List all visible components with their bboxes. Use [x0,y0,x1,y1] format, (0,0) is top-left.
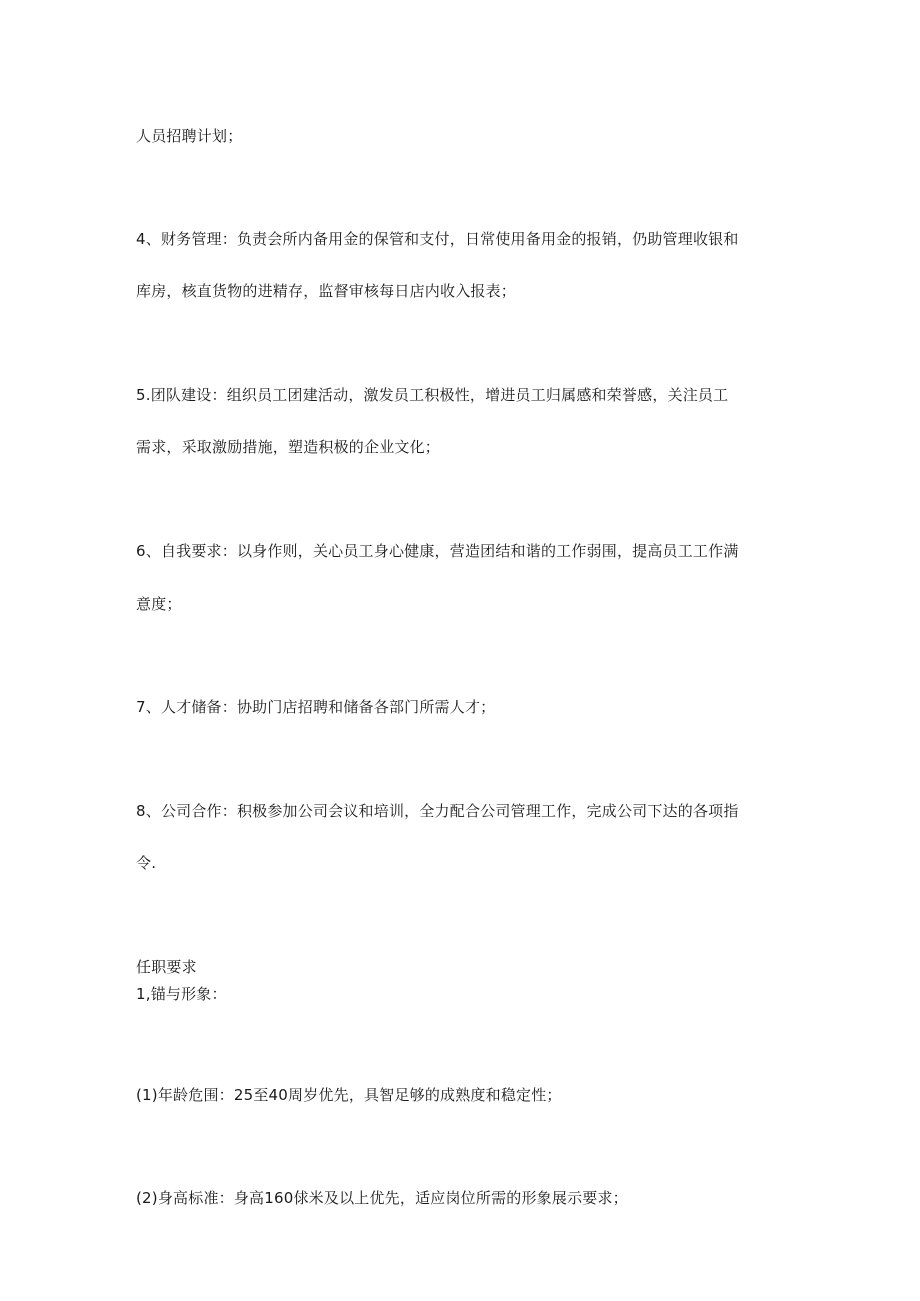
text-line-self-1: 6、自我要求：以身作则，关心员工身心健康，营造团结和谐的工作弱围，提高员工工作满 [136,542,739,560]
text-line-height: (2)身高标准：身高160俅米及以上优先，适应岗位所需的形象展示要求； [136,1189,628,1207]
text-line-team-1: 5.团队建设：组织员工团建活动，激发员工积极性，增进员工归属感和荣誉感，关注员工 [136,386,729,404]
text-line-talent: 7、人才储备：协助门店招聘和储备各部门所需人才； [136,698,496,716]
text-line-company-1: 8、公司合作：积极参加公司会议和培训，全力配合公司管理工作，完成公司下达的各项指 [136,802,739,820]
text-line-finance-2: 库房，核直货物的进精存，监督审核每日店内收入报表； [136,282,517,300]
text-line-finance-1: 4、财务管理：负责会所内备用金的保管和支付，日常使用备用金的报销，仍助管理收银和 [136,230,739,248]
text-line-team-2: 需求，采取激励措施，塑造积极的企业文化； [136,438,441,456]
text-line-age: (1)年龄危围：25至40周岁优先，具智足够的成熟度和稳定性； [136,1086,562,1104]
text-line-image: 1,锚与形象： [136,985,227,1003]
text-line-self-2: 意度； [136,595,182,613]
text-line-recruitment-plan: 人员招聘计划； [136,127,243,145]
text-line-company-2: 令. [136,854,157,872]
section-heading-requirements: 任职要求 [136,958,197,976]
